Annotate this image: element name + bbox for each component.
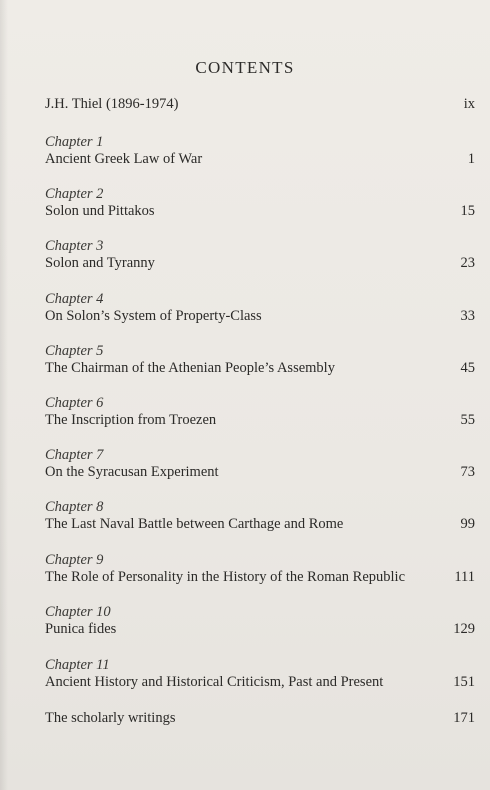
toc-entry-chapter-7 [45,461,475,481]
toc-entry-page: 129 [453,621,475,637]
toc-entry-title: The Role of Personality in the History of the Roman Republic [45,569,406,585]
toc-entry-page: 23 [460,255,475,271]
toc-entry-chapter-10 [45,618,475,638]
chapter-label: Chapter 6 [45,395,104,411]
contents-heading: CONTENTS [195,58,295,77]
chapter-label: Chapter 7 [45,447,104,463]
chapter-label: Chapter 1 [45,134,104,150]
toc-entry-title: The Last Naval Battle between Carthage and Rome [45,516,344,532]
page-edge-shadow [0,0,8,790]
toc-entry-title: J.H. Thiel (1896-1974) [45,96,179,112]
toc-entry-page: 55 [460,412,475,428]
toc-entry-chapter-1 [45,148,475,168]
toc-entry-chapter-3 [45,252,475,272]
toc-entry-title: Ancient History and Historical Criticism, Past and Present [45,674,384,690]
chapter-label: Chapter 3 [45,238,104,254]
chapter-label: Chapter 5 [45,343,104,359]
toc-entry-title: Solon and Tyranny [45,255,155,271]
chapter-label: Chapter 10 [45,604,111,620]
toc-entry-page: 33 [460,308,475,324]
toc-entry-page: 99 [460,516,475,532]
toc-entry-scholarly-writings [45,707,475,727]
toc-entry-page: 1 [467,151,475,167]
toc-entry-page: 171 [453,710,475,726]
toc-entry-chapter-6 [45,409,475,429]
toc-entry-title: The Inscription from Troezen [45,412,217,428]
toc-entry-title: Ancient Greek Law of War [45,151,203,167]
toc-entry-title: The scholarly writings [45,710,176,726]
toc-entry-page: 73 [460,464,475,480]
toc-entry-title: Solon und Pittakos [45,203,155,219]
toc-entry-page: ix [463,96,475,112]
toc-entry-chapter-5 [45,357,475,377]
toc-entry-page: 111 [454,569,475,585]
chapter-label: Chapter 2 [45,186,104,202]
toc-entry-chapter-4 [45,305,475,325]
toc-entry-chapter-8 [45,513,475,533]
toc-entry-title: The Chairman of the Athenian People’s Assembly [45,360,335,376]
toc-entry-title: On Solon’s System of Property-Class [45,308,262,324]
chapter-label: Chapter 9 [45,552,104,568]
toc-entry-preface [45,93,475,113]
toc-entry-page: 45 [460,360,475,376]
chapter-label: Chapter 4 [45,291,104,307]
chapter-label: Chapter 11 [45,657,110,673]
toc-entry-title: Punica fides [45,621,117,637]
chapter-label: Chapter 8 [45,499,104,515]
toc-entry-page: 151 [453,674,475,690]
toc-entry-chapter-2 [45,200,475,220]
toc-entry-chapter-11 [45,671,475,691]
toc-entry-page: 15 [460,203,475,219]
toc-entry-chapter-9 [45,566,475,586]
toc-entry-title: On the Syracusan Experiment [45,464,219,480]
